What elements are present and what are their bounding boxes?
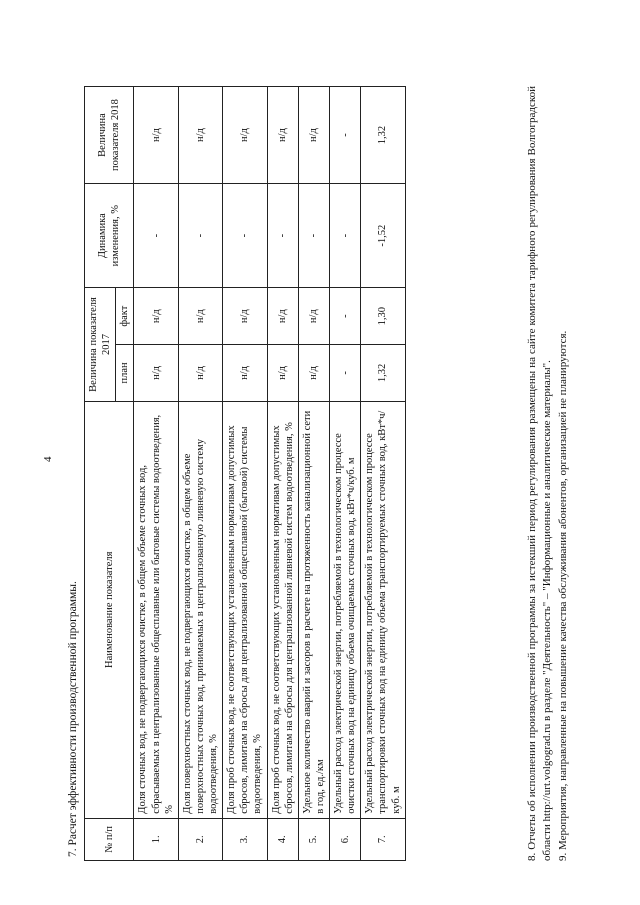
header-plan: план [116, 345, 134, 402]
row-plan: н/д [298, 345, 329, 402]
row-name: Удельный расход электрической энергии, потребляемой в технологическом процессе очистки сточных вод на единицу объема очищаемых сточных вод, кВт*ч/куб. м [330, 401, 361, 818]
efficiency-table [84, 86, 406, 861]
row-value-2018: н/д [223, 87, 267, 184]
row-name: Удельный расход электрической энергии, потребляемой в технологическом процессе транспортировки сточных вод на единицу объема транспортируемых сточных вод, кВт*ч/куб. м [361, 401, 405, 818]
row-fact: 1,30 [361, 288, 405, 345]
table-row [178, 87, 222, 861]
header-value-2018: Величина показателя 2018 [85, 87, 134, 184]
row-plan: н/д [178, 345, 222, 402]
row-dynamics: - [178, 184, 222, 288]
table-row [361, 87, 405, 861]
page-number: 4 [42, 456, 54, 462]
header-value-2017: Величина показателя 2017 [85, 288, 116, 402]
row-number: 2. [178, 818, 222, 860]
section-title: 7. Расчет эффективности производственной программы. [67, 581, 79, 857]
row-dynamics: -1,52 [361, 184, 405, 288]
row-value-2018: н/д [178, 87, 222, 184]
row-plan: 1,32 [361, 345, 405, 402]
row-fact: н/д [178, 288, 222, 345]
row-plan: н/д [267, 345, 298, 402]
row-name: Удельное количество аварий и засоров в расчете на протяженность канализационной сети в год, ед./км [298, 401, 329, 818]
row-number: 6. [330, 818, 361, 860]
row-value-2018: н/д [298, 87, 329, 184]
row-number: 5. [298, 818, 329, 860]
row-dynamics: - [298, 184, 329, 288]
row-dynamics: - [134, 184, 178, 288]
row-plan: - [330, 345, 361, 402]
row-number: 7. [361, 818, 405, 860]
row-plan: н/д [223, 345, 267, 402]
row-fact: н/д [298, 288, 329, 345]
header-name: Наименование показателя [85, 401, 134, 818]
row-value-2018: н/д [267, 87, 298, 184]
notes [525, 86, 571, 861]
row-plan: н/д [134, 345, 178, 402]
row-name: Доля проб сточных вод, не соответствующих установленным нормативам допустимых сбросов, лимитам на сбросы для централизованной ливневой систем водоотведения, % [267, 401, 298, 818]
row-number: 4. [267, 818, 298, 860]
note-8: 8. Отчеты об исполнении производственной программы за истекший период регулирования размещены на сайте комитета тарифного регулирования Волгоградской области http://urt.volgograd.ru в разделе "Деятельность" – "Информационные и аналитические материалы". [526, 86, 554, 861]
table-row [330, 87, 361, 861]
row-dynamics: - [223, 184, 267, 288]
row-number: 3. [223, 818, 267, 860]
row-value-2018: 1,32 [361, 87, 405, 184]
note-9: 9. Мероприятия, направленные на повышение качества обслуживания абонентов, организацией не планируются. [556, 330, 569, 861]
table-row [298, 87, 329, 861]
row-fact: н/д [223, 288, 267, 345]
row-fact: н/д [267, 288, 298, 345]
row-dynamics: - [330, 184, 361, 288]
row-dynamics: - [267, 184, 298, 288]
table-row [223, 87, 267, 861]
row-fact: н/д [134, 288, 178, 345]
row-fact: - [330, 288, 361, 345]
row-name: Доля сточных вод, не подвергающихся очистке, в общем объеме сточных вод, сбрасываемых в централизованные общесплавные или бытовые системы водоотведения, % [134, 401, 178, 818]
row-name: Доля проб сточных вод, не соответствующих установленным нормативам допустимых сбросов, лимитам на сбросы для централизованной общесплавной (бытовой) системы водоотведения, % [223, 401, 267, 818]
row-name: Доля поверхностных сточных вод, не подвергающихся очистке, в общем объеме поверхностных сточных вод, принимаемых в централизованную ливневую систему водоотведения, % [178, 401, 222, 818]
row-number: 1. [134, 818, 178, 860]
header-fact: факт [116, 288, 134, 345]
table-row [267, 87, 298, 861]
table-row [134, 87, 178, 861]
header-dynamics: Динамика изменения, % [85, 184, 134, 288]
row-value-2018: - [330, 87, 361, 184]
header-num: № п/п [85, 818, 134, 860]
row-value-2018: н/д [134, 87, 178, 184]
